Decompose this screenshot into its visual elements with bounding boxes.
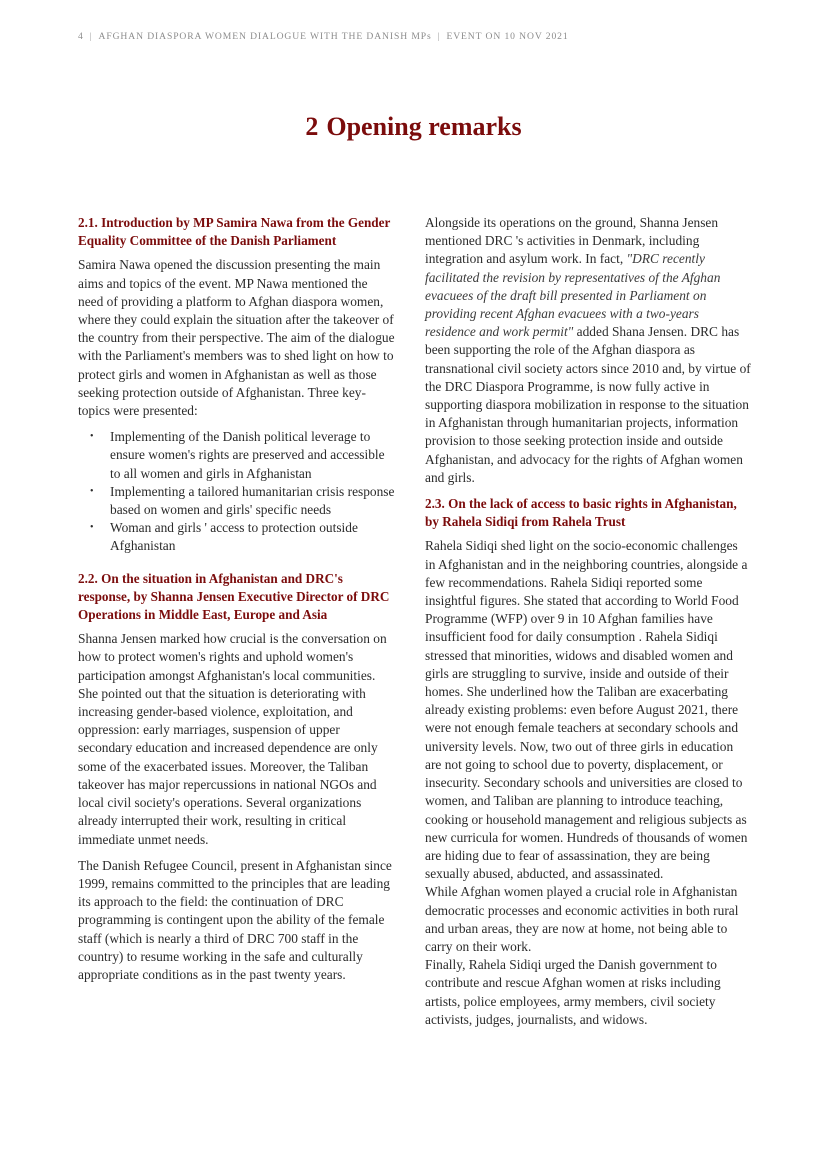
- section-2-2-continuation: [425, 214, 751, 487]
- chapter-title-text: Opening remarks: [326, 112, 522, 141]
- section-2-2-paragraph: The Danish Refugee Council, present in Afghanistan since 1999, remains committed to the principles that are leading its approach to the field: the continuation of DRC programming is contingent upon the ability of the female staff (which is nearly a third of DRC 700 staff in the country) to resume working in the safe and culturally appropriate conditions as in the past twenty years.: [78, 857, 392, 982]
- section-2-3-paragraph: Rahela Sidiqi shed light on the socio-economic challenges in Afghanistan and in the neighboring countries, alongside a few recommendations. Rahela Sidiqi reported some insightful figures. She stated that according to World Food Programme (WFP) over 9 in 10 Afghan families have insufficient food for daily consumption . Rahela Sidiqi stressed that minorities, widows and disabled women and girls are struggling to survive, inside and outside of their homes. She underlined how the Taliban are exacerbating already existing problems: even before August 2021, there were not enough female teachers at secondary schools and university levels. Now, two out of three girls in education are not going to school due to poverty, displacement, or insecurity. Secondary schools and universities are closed to women, and Taliban are planning to introduce teaching, cooking or household management and religious subjects as new curricula for women. Hundreds of thousands of women are hiding due to fear of assassination, they are being sexually abused, abducted, and assassinated.: [425, 538, 748, 882]
- header-separator: |: [437, 31, 441, 42]
- list-item-text: Woman and girls ' access to protection outside Afghanistan: [110, 520, 358, 554]
- drc-quote: "DRC recently facilitated the revision by representatives of the Afghan evacuees of the draft bill presented in Parliament on providing recent Afghan evacuees with a two-years residence and work permit": [425, 251, 721, 340]
- chapter-number: 2: [305, 112, 319, 141]
- section-2-2-paragraph: Shanna Jensen marked how crucial is the conversation on how to protect women's rights and uphold women's participation amongst Afghanistan's local communities. She pointed out that the situation is deteriorating with increasing gender-based violence, exploitation, and oppression: early marriages, suspension of upper secondary education and increased dependence are only some of the exacerbated issues. Moreover, the Taliban takeover has major repercussions in national NGOs and local civil society's operations. Several organizations already interrupted their work, resulting in critical immediate unmet needs.: [78, 631, 387, 847]
- section-2-3-heading: 2.3. On the lack of access to basic rights in Afghanistan, by Rahela Sidiqi from Rahela Trust: [425, 496, 737, 530]
- running-header: [78, 31, 569, 42]
- list-item-text: Implementing a tailored humanitarian crisis response based on women and girls' specific needs: [110, 483, 395, 518]
- event-date: EVENT ON 10 NOV 2021: [446, 31, 569, 42]
- list-item: [78, 428, 396, 483]
- page-number: 4: [78, 31, 84, 42]
- continuation-text: added Shana Jensen. DRC has been supporting the role of the Afghan diaspora as transnational civil society actors since 2010 and, by virtue of the DRC Diaspora Programme, is now fully active in supporting diaspora mobilization in response to the situation in Afghanistan through humanitarian projects, information provision to those seeking protection inside and outside Afghanistan, and advocacy for the rights of Afghan women and girls.: [425, 324, 751, 485]
- chapter-title: [0, 112, 827, 142]
- section-2-1-heading: 2.1. Introduction by MP Samira Nawa from the Gender Equality Committee of the Danish Parliament: [78, 215, 391, 249]
- right-column: [425, 214, 751, 1029]
- header-separator: |: [89, 31, 93, 42]
- section-2-3-paragraph: While Afghan women played a crucial role in Afghanistan democratic processes and economic activities in both rural and urban areas, they are now at home, not being able to carry on their work.: [425, 884, 739, 954]
- bullet-icon: •: [90, 485, 94, 497]
- section-2-1-paragraph: Samira Nawa opened the discussion presenting the main aims and topics of the event. MP Nawa mentioned the need of providing a platform to Afghan diaspora women, where they could explain the situation after the takeover of the country from their perspective. The aim of the dialogue with the Parliament's members was to shed light on how to protect girls and women in Afghanistan as well as those seeking protection outside of Afghanistan. Three key-topics were presented:: [78, 257, 395, 419]
- section-2-2-heading: 2.2. On the situation in Afghanistan and DRC's response, by Shanna Jensen Executive Director of DRC Operations in Middle East, Europe and Asia: [78, 570, 390, 623]
- left-column: [78, 214, 396, 992]
- key-topics-list: [78, 428, 396, 555]
- continuation-text: Alongside its operations on the ground, Shanna Jensen mentioned DRC 's activities in Denmark, including integration and asylum work. In fact,: [425, 215, 719, 267]
- document-title: AFGHAN DIASPORA WOMEN DIALOGUE WITH THE DANISH MPs: [98, 31, 432, 42]
- bullet-icon: •: [90, 431, 94, 443]
- list-item-text: Implementing of the Danish political leverage to ensure women's rights are preserved and accessible to all women and girls in Afghanistan: [110, 429, 385, 481]
- bullet-icon: •: [90, 522, 94, 534]
- list-item: [78, 519, 396, 555]
- section-2-3-paragraph: Finally, Rahela Sidiqi urged the Danish government to contribute and rescue Afghan women at risks including artists, police employees, army members, civil society activists, judges, journalists, and widows.: [425, 957, 721, 1027]
- list-item: [78, 483, 396, 519]
